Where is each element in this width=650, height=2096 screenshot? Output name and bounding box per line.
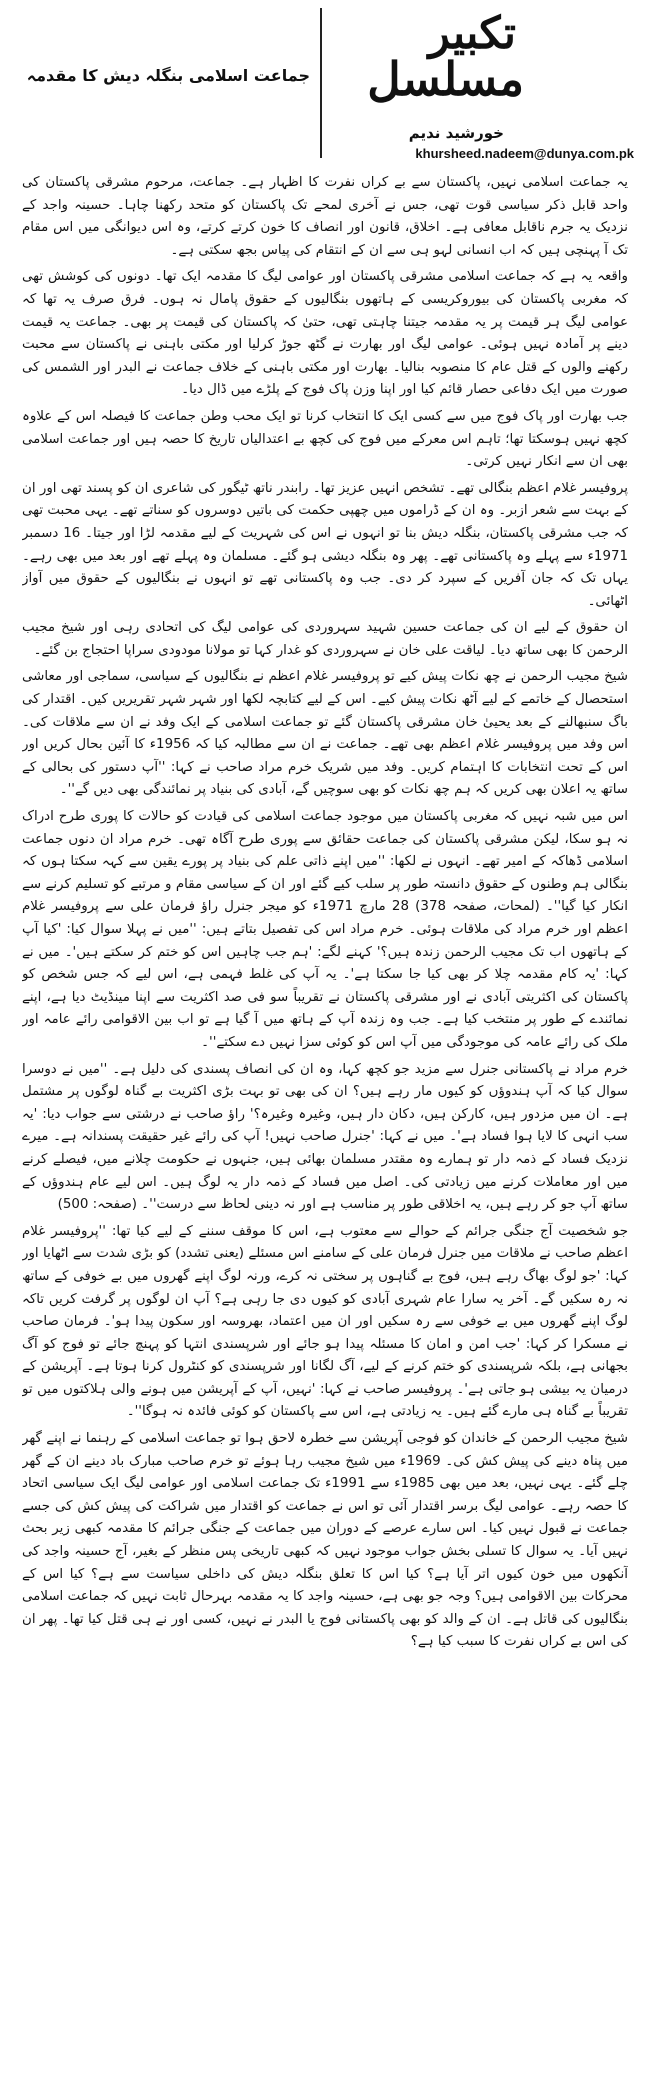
author-email: khursheed.nadeem@dunya.com.pk <box>415 146 634 161</box>
article-paragraph: شیخ مجیب الرحمن نے چھ نکات پیش کیے تو پروفیسر غلام اعظم نے بنگالیوں کے سیاسی، سماجی اور معاشی استحصال کے خاتمے کے لیے آٹھ نکات پیش کیے۔ اس کے لیے کتابچہ لکھا اور شہر شہر تقریریں کیں۔ اقتدار کی باگ سنبھالنے کے بعد یحییٰ خان مشرقی پاکستان گئے تو جماعت اسلامی کے ایک وفد نے ان سے ملاقات کی۔ اس وفد میں پروفیسر غلام اعظم بھی تھے۔ جماعت نے ان سے مطالبہ کیا کہ 1956ء کا آئین بحال کریں اور اس کے تحت انتخابات کا اہتمام کریں۔ وفد میں شریک خرم مراد صاحب نے کہا: ''آپ دستور کی بحالی کے ساتھ یہ اعلان بھی کریں کہ ہم چھ نکات کو بھی سوچیں گے، آبادی کی بنیاد پر نمائندگی بھی دیں گے''۔ <box>22 669 628 798</box>
article-header <box>0 0 650 170</box>
article-paragraph: ان حقوق کے لیے ان کی جماعت حسین شہید سہروردی کی عوامی لیگ کی اتحادی رہی اور شیخ مجیب الرحمن کا بھی ساتھ دیا۔ لیاقت علی خان نے سہروردی کو غدار کہا تو مولانا مودودی سراپا احتجاج بن گئے۔ <box>22 620 628 658</box>
author-name: خورشید ندیم <box>408 124 504 142</box>
article-paragraph: جو شخصیت آج جنگی جرائم کے حوالے سے معتوب ہے، اس کا موقف سننے کے لیے کیا تھا: ''پروفیسر غلام اعظم صاحب نے ملاقات میں جنرل فرمان علی کے سامنے اس مسئلے (یعنی تشدد) کو بڑی شدت سے اٹھایا اور کہا: 'جو لوگ بھاگ رہے ہیں، فوج بے گناہوں پر سختی نہ کرے، ورنہ لوگ اپنے گھروں میں بے خوفی کے ساتھ نہ رہ سکیں گے۔ آخر یہ سارا عام شہری آبادی کو کیوں دی جا رہی ہے؟ آپ ان لوگوں پر گرفت کریں تاکہ لوگ اپنے گھروں میں بے خوفی سے رہ سکیں اور ان میں اعتماد، بھروسہ اور سکون پیدا ہو'۔ فرمان صاحب نے مسکرا کر کہا: 'جب امن و امان کا مسئلہ پیدا ہو جائے اور شرپسندی انتہا کو پہنچ جائے تو فوج کو آگ بجھانی ہے، بلکہ شرپسندی کو ختم کرنے کے لیے، آگ لگانا اور شرپسندی کو کنٹرول کرنا ہوتا ہے۔ آپریشن کے درمیان یہ بیشی ہو جاتی ہے'۔ پروفیسر صاحب نے کہا: 'نہیں، آپ کے آپریشن میں ہونے والی ہلاکتوں میں تو تقریباً بے گناہ ہی مارے گئے ہیں۔ یہ زیادتی ہے، اس سے پاکستان کو کوئی فائدہ نہ ہوگا''۔ <box>22 1223 628 1420</box>
article-headline: جماعت اسلامی بنگلہ دیش کا مقدمہ <box>26 66 310 85</box>
article-body <box>22 172 628 2084</box>
article-paragraph: اس میں شبہ نہیں کہ مغربی پاکستان میں موجود جماعت اسلامی کی قیادت کو حالات کا پوری طرح ادراک نہ ہو سکا، لیکن مشرقی پاکستان کی جماعت حقائق سے پوری طرح آگاہ تھی۔ خرم مراد ان دنوں جماعت اسلامی ڈھاکہ کے امیر تھے۔ انہوں نے لکھا: ''میں اپنے ذاتی علم کی بنیاد پر پورے یقین سے کہہ سکتا ہوں کہ بنگالی ہم وطنوں کے حقوق دانستہ طور پر سلب کیے گئے اور ان کے سیاسی مقام و مرتبے کو تسلیم کرنے سے انکار کیا گیا''۔ (لمحات، صفحہ 378) 28 مارچ 1971ء کو میجر جنرل راؤ فرمان علی سے پروفیسر غلام اعظم اور خرم مراد کی ملاقات ہوئی۔ خرم مراد اس کی تفصیل بتاتے ہیں: ''میں نے پہلا سوال کیا: 'کیا آپ کے ہاتھوں اب تک مجیب الرحمن زندہ ہیں؟' کہنے لگے: 'ہم جب چاہیں اس کو ختم کر سکتے ہیں'۔ میں نے کہا: 'یہ کام مقدمہ چلا کر بھی کیا جا سکتا ہے'۔ یہ آپ کی غلط فہمی ہے، اس لیے کہ جس شخص کو پاکستان کی اکثریتی آبادی نے اور مشرقی پاکستان نے تقریباً سو فی صد اکثریت سے اپنا مینڈیٹ دیا ہے، اپنے نمائندے کے طور پر منتخب کیا ہے۔ جب وہ زندہ آپ کے ہاتھ میں آ گیا ہے تو اب بین الاقوامی رائے عامہ اور ملک کی رائے عامہ کی موجودگی میں آپ اس کو کوئی سزا نہیں دے سکتے''۔ <box>22 809 628 1050</box>
column-logo-line2: مسلسل <box>367 52 524 106</box>
column-logo-line1: تکبیر <box>428 8 516 59</box>
header-divider <box>320 8 322 158</box>
article-paragraph: پروفیسر غلام اعظم بنگالی تھے۔ تشخص انہیں عزیز تھا۔ رابندر ناتھ ٹیگور کی شاعری ان کو پسند تھی اور ان کے بہت سے شعر ازبر۔ وہ ان کے ڈراموں میں چھپی حکمت کی باتیں دوسروں کو سناتے تھے۔ یہی محبت تھی کہ جب مشرقی پاکستان، بنگلہ دیش بنا تو انہوں نے اس کی شہریت کے لیے مقدمہ لڑا اور جیتا۔ 16 دسمبر 1971ء سے پہلے وہ پاکستانی تھے۔ پھر وہ بنگلہ دیشی ہو گئے۔ مسلمان وہ پہلے تھے اور بعد میں بھی رہے۔ یہاں تک کہ جان آفریں کے سپرد کر دی۔ جب وہ پاکستانی تھے تو انہوں نے بنگالیوں کے حقوق میں آواز اٹھائی۔ <box>22 480 628 609</box>
column-logo <box>334 6 634 124</box>
article-paragraph: خرم مراد نے پاکستانی جنرل سے مزید جو کچھ کہا، وہ ان کی انصاف پسندی کی دلیل ہے۔ ''میں نے دوسرا سوال کیا کہ آپ ہندوؤں کو کیوں مار رہے ہیں؟ ان کی بھی تو بہت بڑی اکثریت بے گناہ لوگوں پر مشتمل ہے۔ ان میں مزدور ہیں، کارکن ہیں، دکان دار ہیں، وغیرہ وغیرہ؟' راؤ صاحب نے درشتی سے جواب دیا: 'یہ سب انہی کا لایا ہوا فساد ہے'۔ میں نے کہا: 'جنرل صاحب نہیں! آپ کی رائے غیر حقیقت پسندانہ ہے۔ میرے نزدیک فساد کے ذمہ دار تو ہمارے وہ مقتدر مسلمان بھائی ہیں، جنہوں نے حکومت چلانے میں، فیصلے کرنے میں اور معاملات کرنے میں زیادتی کی۔ اصل میں فساد کے ذمہ دار یہ لوگ ہیں۔ اس لیے عام ہندوؤں کے ساتھ آپ جو کر رہے ہیں، یہ اخلاقی طور پر مناسب ہے اور نہ دینی لحاظ سے درست''۔ (صفحہ: 500) <box>22 1061 628 1213</box>
article-paragraph: واقعہ یہ ہے کہ جماعت اسلامی مشرقی پاکستان اور عوامی لیگ کا مقدمہ ایک تھا۔ دونوں کی کوشش تھی کہ مغربی پاکستان کی بیوروکریسی کے ہاتھوں بنگالیوں کے حقوق پامال نہ ہوں۔ فرق صرف یہ تھا کہ عوامی لیگ ہر قیمت پر یہ مقدمہ جیتنا چاہتی تھی، حتیٰ کہ پاکستان کی قیمت پر بھی۔ جماعت یہ قیمت دینے پر آمادہ نہیں ہوئی۔ عوامی لیگ اور بھارت نے گٹھ جوڑ کرلیا اور مکتی باہنی نے پاکستان سے محبت رکھنے والوں کے قتل عام کا منصوبہ بنالیا۔ بھارت اور مکتی باہنی کے خلاف جماعت نے البدر اور الشمس کی صورت میں ایک دفاعی حصار قائم کیا اور اپنا وزن پاک فوج کے پلڑے میں ڈال دیا۔ <box>22 269 628 398</box>
article-paragraph: شیخ مجیب الرحمن کے خاندان کو فوجی آپریشن سے خطرہ لاحق ہوا تو جماعت اسلامی کے رہنما نے اپنے گھر میں پناہ دینے کی پیش کش کی۔ 1969ء میں شیخ مجیب رہا ہوئے تو خرم صاحب مبارک باد دینے ان کے گھر چلے گئے۔ یہی نہیں، بعد میں بھی 1985ء سے 1991ء تک جماعت اسلامی اور عوامی لیگ ایک سیاسی اتحاد کا حصہ رہے۔ عوامی لیگ برسر اقتدار آئی تو اس نے جماعت کو اقتدار میں شراکت کی پیش کش کی جسے جماعت نے قبول نہیں کیا۔ اس سارے عرصے کے دوران میں جماعت کے جنگی جرائم کا مقدمہ کبھی زیر بحث نہیں آیا۔ یہ سوال کا تسلی بخش جواب موجود نہیں کہ کبھی تاریخی پس منظر کے بغیر، آج حسینہ واجد کی آنکھوں میں خون کیوں اتر آیا ہے؟ کیا اس کا تعلق بنگلہ دیش کی داخلی سیاست سے ہے؟ کیا اس کے محرکات بین الاقوامی ہیں؟ وجہ جو بھی ہے، حسینہ واجد کا یہ مقدمہ بہرحال ثابت نہیں کہ جماعت اسلامی بنگالیوں کی قاتل ہے۔ ان کے والد کو بھی پاکستانی فوج یا البدر نے نہیں، کسی اور نے ہی قتل کیا تھا۔ پھر ان کی اس بے کراں نفرت کا سبب کیا ہے؟ <box>22 1431 628 1650</box>
article-paragraph: یہ جماعت اسلامی نہیں، پاکستان سے بے کراں نفرت کا اظہار ہے۔ جماعت، مرحوم مشرقی پاکستان کی واحد قابل ذکر سیاسی قوت تھی، جس نے آخری لمحے تک پاکستان کو متحد رکھنا چاہا۔ حسینہ واجد کے نزدیک یہ جرم ناقابل معافی ہے۔ اخلاق، قانون اور انصاف کا خون کرتے کرتے، وہ اس دیوانگی میں اس مقام تک آ پہنچی ہیں کہ اب انسانی لہو ہی سے ان کے انتقام کی پیاس بجھ سکتی ہے۔ <box>22 175 628 258</box>
article-paragraph: جب بھارت اور پاک فوج میں سے کسی ایک کا انتخاب کرنا تو ایک محب وطن جماعت کا فیصلہ اس کے علاوہ کچھ نہیں ہوسکتا تھا؛ تاہم اس معرکے میں فوج کی کچھ بے اعتدالیاں تاریخ کا حصہ ہیں اور جماعت اسلامی بھی ان سے انکار نہیں کرتی۔ <box>22 408 628 470</box>
